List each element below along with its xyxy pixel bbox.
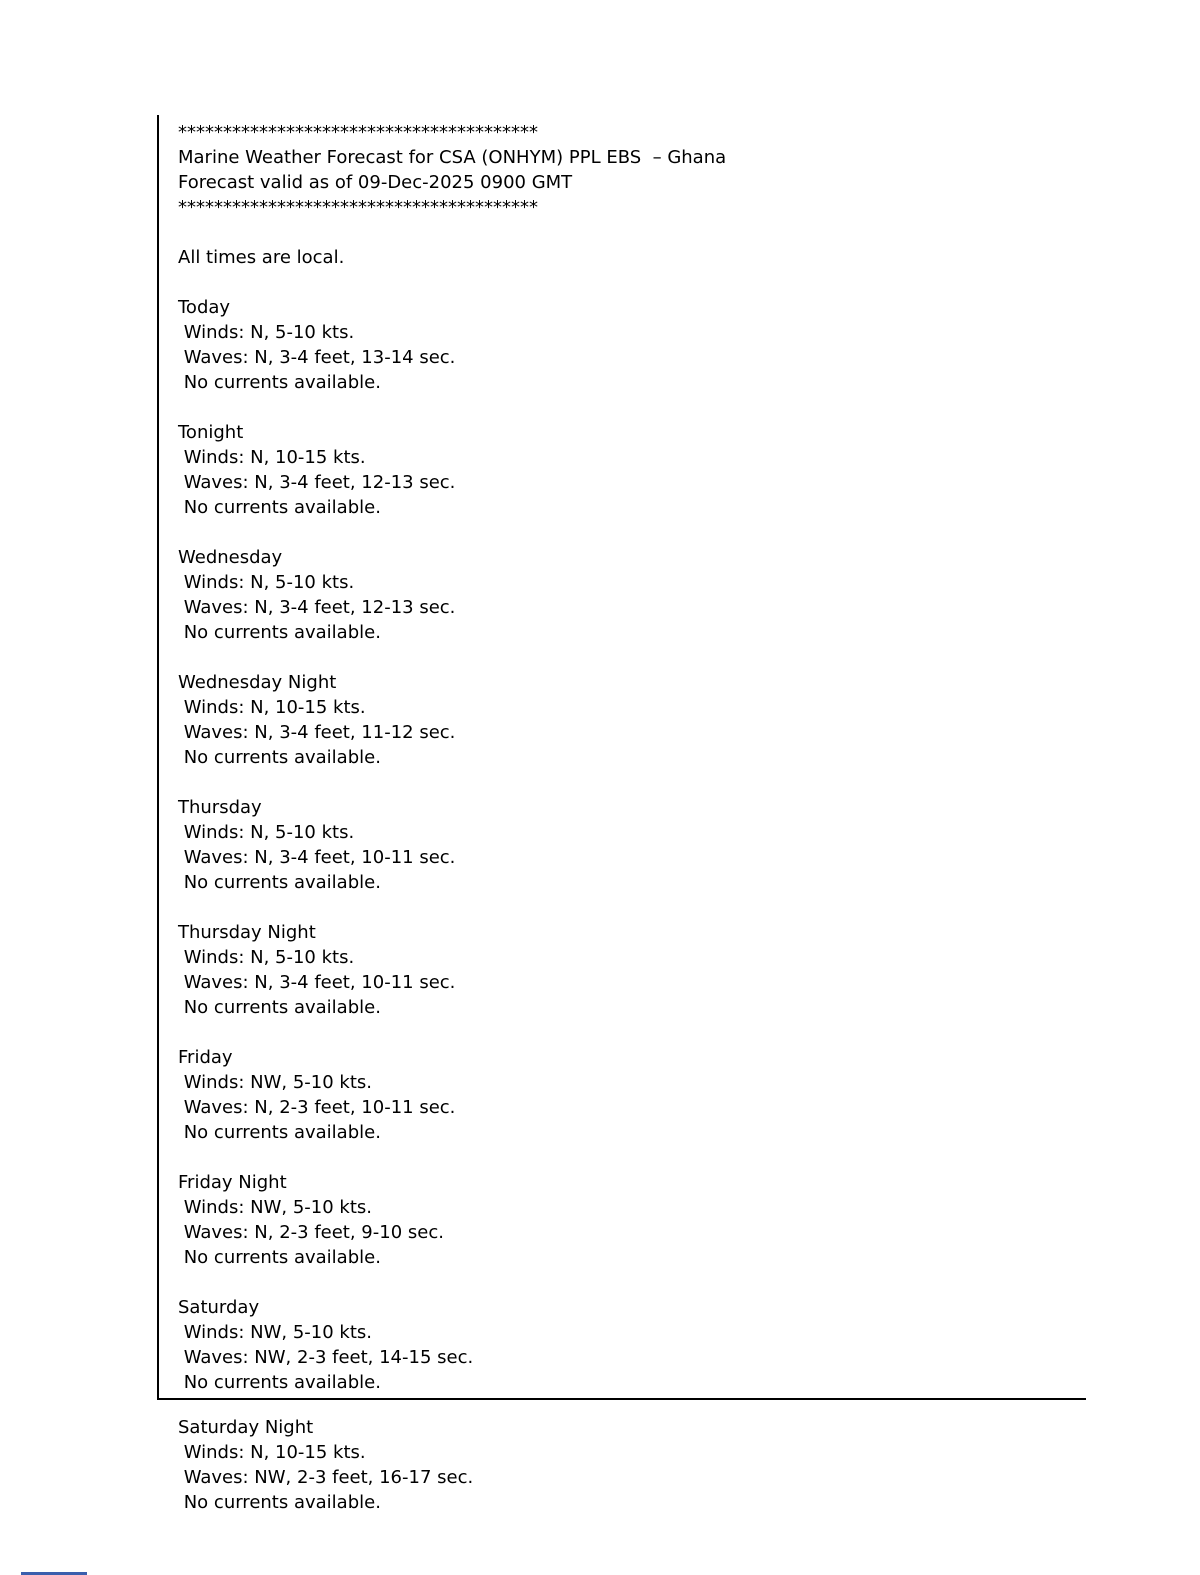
blank-line	[178, 220, 1086, 245]
winds-line: Winds: N, 5-10 kts.	[178, 572, 355, 593]
currents-line: No currents available.	[178, 1122, 381, 1143]
forecast-validity: Forecast valid as of 09-Dec-2025 0900 GMT	[178, 172, 573, 193]
section-heading: Saturday	[178, 1297, 260, 1318]
waves-line: Waves: N, 2-3 feet, 10-11 sec.	[178, 1097, 456, 1118]
currents-line: No currents available.	[178, 997, 381, 1018]
winds-line: Winds: N, 5-10 kts.	[178, 822, 355, 843]
waves-line: Waves: NW, 2-3 feet, 16-17 sec.	[178, 1467, 474, 1488]
currents-line: No currents available.	[178, 497, 381, 518]
blank-line	[178, 1270, 1086, 1295]
section-heading: Friday	[178, 1047, 233, 1068]
currents-line: No currents available.	[178, 1372, 381, 1393]
waves-line: Waves: N, 3-4 feet, 12-13 sec.	[178, 472, 456, 493]
section-today	[178, 295, 1086, 420]
forecast-title: Marine Weather Forecast for CSA (ONHYM) PPL EBS – Ghana	[178, 147, 727, 168]
section-tonight	[178, 420, 1086, 545]
waves-line: Waves: N, 3-4 feet, 10-11 sec.	[178, 847, 456, 868]
blank-line	[178, 270, 1086, 295]
separator-line: ****************************************	[178, 197, 538, 218]
waves-line: Waves: N, 3-4 feet, 12-13 sec.	[178, 597, 456, 618]
waves-line: Waves: N, 3-4 feet, 13-14 sec.	[178, 347, 456, 368]
section-thursday-night	[178, 920, 1086, 1045]
winds-line: Winds: N, 5-10 kts.	[178, 322, 355, 343]
section-friday-night	[178, 1170, 1086, 1295]
section-heading: Today	[178, 297, 231, 318]
winds-line: Winds: NW, 5-10 kts.	[178, 1197, 372, 1218]
currents-line: No currents available.	[178, 1247, 381, 1268]
section-thursday	[178, 795, 1086, 920]
blank-line	[178, 645, 1086, 670]
currents-line: No currents available.	[178, 622, 381, 643]
waves-line: Waves: N, 3-4 feet, 10-11 sec.	[178, 972, 456, 993]
forecast-box	[157, 115, 1086, 1400]
winds-line: Winds: NW, 5-10 kts.	[178, 1322, 372, 1343]
section-heading: Saturday Night	[178, 1417, 314, 1438]
currents-line: No currents available.	[178, 872, 381, 893]
winds-line: Winds: N, 10-15 kts.	[178, 697, 366, 718]
section-heading: Thursday Night	[178, 922, 316, 943]
section-saturday	[178, 1295, 1086, 1395]
section-heading: Wednesday Night	[178, 672, 337, 693]
blank-line	[178, 1020, 1086, 1045]
currents-line: No currents available.	[178, 372, 381, 393]
currents-line: No currents available.	[178, 1492, 381, 1513]
blank-line	[178, 895, 1086, 920]
section-saturday-night	[178, 1415, 473, 1515]
section-heading: Friday Night	[178, 1172, 287, 1193]
waves-line: Waves: N, 3-4 feet, 11-12 sec.	[178, 722, 456, 743]
waves-line: Waves: NW, 2-3 feet, 14-15 sec.	[178, 1347, 474, 1368]
section-heading: Tonight	[178, 422, 244, 443]
winds-line: Winds: N, 10-15 kts.	[178, 447, 366, 468]
separator-line: ****************************************	[178, 122, 538, 143]
winds-line: Winds: N, 5-10 kts.	[178, 947, 355, 968]
blank-line	[178, 395, 1086, 420]
winds-line: Winds: N, 10-15 kts.	[178, 1442, 366, 1463]
blank-line	[178, 1145, 1086, 1170]
section-heading: Wednesday	[178, 547, 283, 568]
section-heading: Thursday	[178, 797, 262, 818]
currents-line: No currents available.	[178, 747, 381, 768]
waves-line: Waves: N, 2-3 feet, 9-10 sec.	[178, 1222, 444, 1243]
section-wednesday	[178, 545, 1086, 670]
blank-line	[178, 520, 1086, 545]
times-note: All times are local.	[178, 247, 345, 268]
winds-line: Winds: NW, 5-10 kts.	[178, 1072, 372, 1093]
section-friday	[178, 1045, 1086, 1170]
section-wednesday-night	[178, 670, 1086, 795]
blank-line	[178, 770, 1086, 795]
